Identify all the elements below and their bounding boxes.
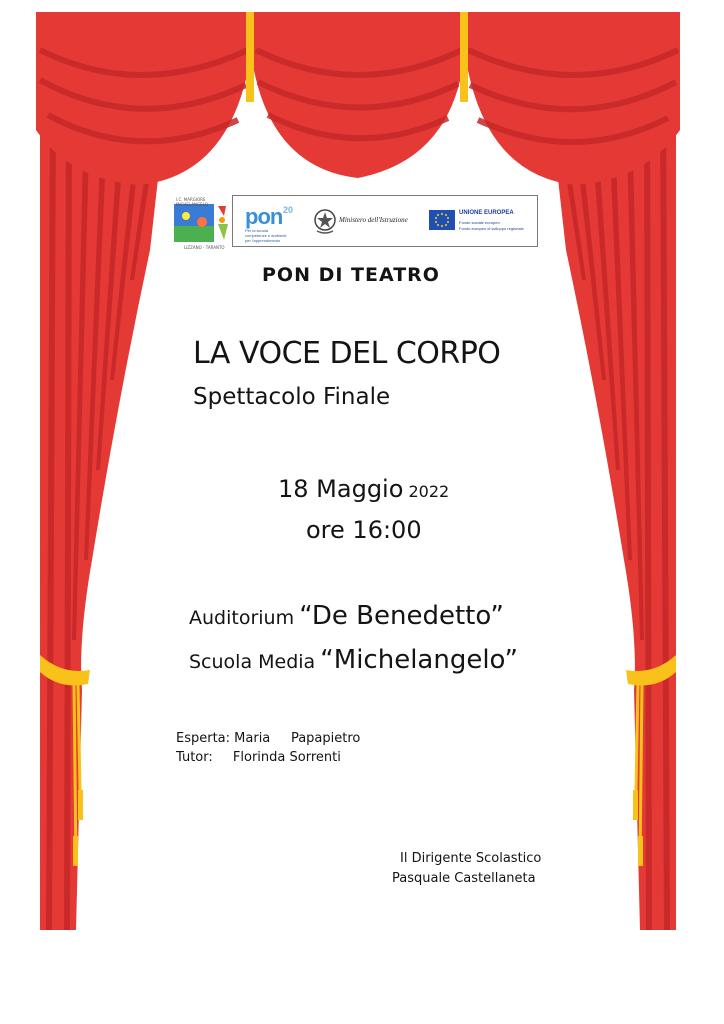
pon-subtitle-2: competenze e ambienti (245, 233, 287, 238)
poster-kicker: PON DI TEATRO (262, 264, 440, 286)
school-caption-top: I.C. MARGIORE MICHELANGELO (176, 197, 208, 207)
top-valance (36, 12, 680, 185)
venue-prefix: Auditorium (189, 607, 295, 629)
expert-label: Esperta: (176, 731, 231, 746)
pon-year: 20 (283, 205, 294, 215)
event-time: ore 16:00 (306, 516, 422, 544)
tutor-label: Tutor: (176, 750, 213, 765)
eu-fund-2: Fondo europeo di sviluppo regionale (459, 226, 524, 231)
venue-name: “De Benedetto” (299, 601, 504, 631)
poster-title: LA VOCE DEL CORPO (193, 336, 501, 371)
right-curtain (548, 90, 676, 930)
tutor-credit (176, 750, 341, 765)
left-curtain (40, 90, 168, 930)
pon-subtitle-3: per l'apprendimento (245, 238, 281, 243)
school-name: “Michelangelo” (320, 645, 519, 675)
pon-logo (239, 202, 305, 242)
school-prefix: Scuola Media (189, 651, 316, 673)
expert-credit (176, 731, 360, 746)
institutional-logos-banner (232, 195, 538, 247)
event-date (278, 475, 449, 503)
school-logo (174, 196, 230, 250)
signature-role: Il Dirigente Scolastico (400, 851, 542, 866)
right-rod-tie (460, 12, 468, 102)
poster-subtitle: Spettacolo Finale (193, 384, 391, 410)
signature-name: Pasquale Castellaneta (392, 871, 536, 886)
event-date-day: 18 Maggio (278, 475, 404, 503)
right-tassel (633, 790, 638, 820)
eu-title: UNIONE EUROPEA (459, 210, 514, 216)
italian-republic-emblem (313, 207, 337, 235)
expert-name: Maria Papapietro (234, 731, 361, 746)
left-tassel (78, 790, 83, 820)
left-rod-tie (246, 12, 254, 102)
event-date-year: 2022 (408, 482, 450, 501)
ministero-label: Ministero dell'Istruzione (339, 216, 408, 224)
venue-line (189, 601, 504, 631)
pon-wordmark: pon (245, 204, 283, 229)
school-line (189, 645, 518, 675)
school-caption-bottom: LIZZANO - TARANTO (184, 245, 225, 250)
eu-fund-1: Fondo sociale europeo (459, 220, 500, 225)
tutor-name: Florinda Sorrenti (232, 750, 341, 765)
eu-flag-icon (429, 210, 455, 230)
pon-subtitle: Per la scuola (245, 228, 269, 233)
